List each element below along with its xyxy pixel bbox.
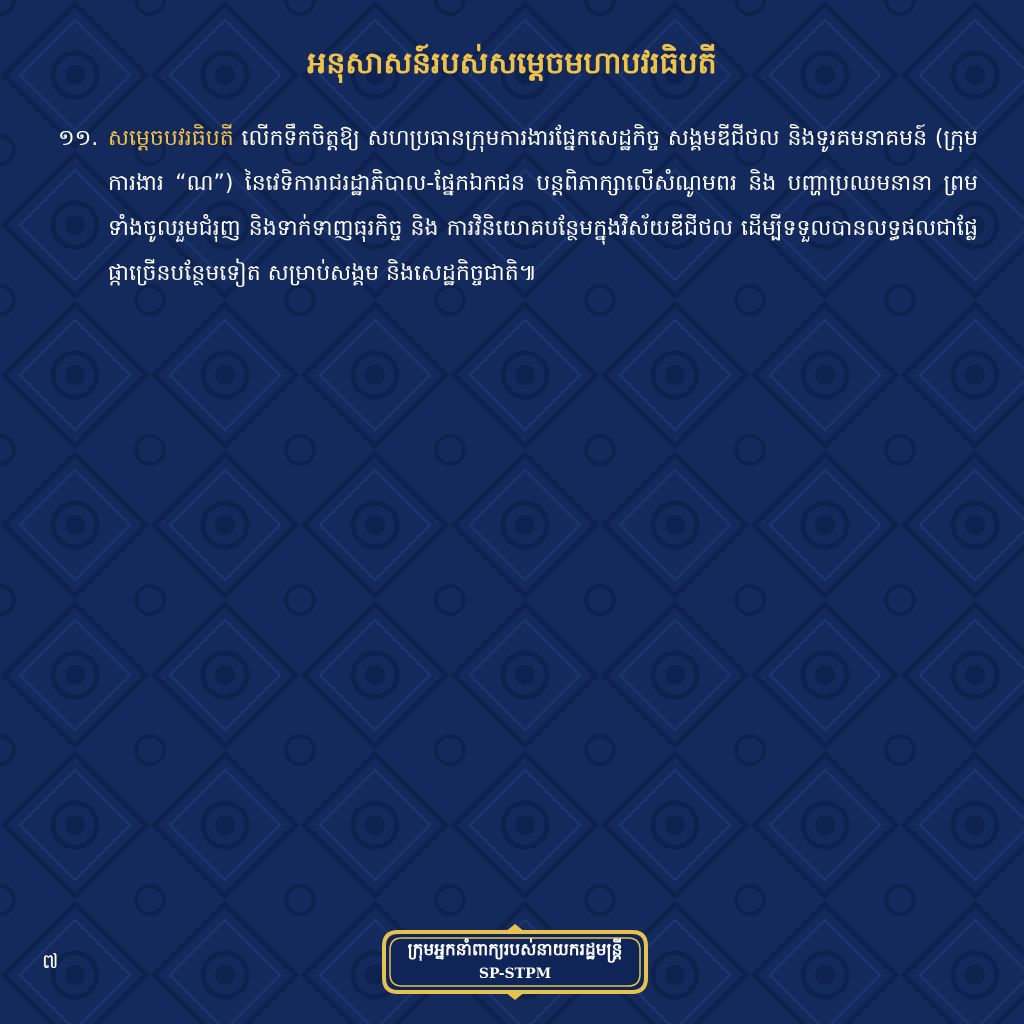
badge-title: ក្រុមអ្នកនាំពាក្យរបស់នាយករដ្ឋមន្ត្រី <box>407 940 623 960</box>
recommendation-item <box>58 116 978 296</box>
spokesperson-badge <box>376 924 654 1000</box>
item-text: លើកទឹកចិត្តឱ្យ សហប្រធានក្រុមការងារផ្នែកសេដ្ឋកិច្ច សង្គមឌីជីថល និងទូរគមនាគមន៍ (ក្រុមការងារ “ណ”) នៃវេទិការាជរដ្ឋាភិបាល-ផ្នែកឯកជន បន្តពិភាក្សាលើសំណូមពរ និង បញ្ហាប្រឈមនានា ព្រមទាំងចូលរួមជំរុញ និងទាក់ទាញធុរកិច្ច និង ការវិនិយោគបន្ថែមក្នុងវិស័យឌីជីថល ដើម្បីទទួលបានលទ្ធផលជាផ្លែផ្កាច្រើនបន្ថែមទៀត សម្រាប់សង្គម និងសេដ្ឋកិច្ចជាតិ៕ <box>108 126 978 286</box>
item-number: ១១. <box>58 126 99 151</box>
page-number: ៧ <box>42 949 59 973</box>
page-title: អនុសាសន៍របស់សម្តេចមហាបវរធិបតី <box>307 46 717 81</box>
badge-abbreviation: SP-STPM <box>478 966 552 982</box>
item-body <box>108 116 978 296</box>
item-highlight: សម្តេចបវរធិបតី <box>108 126 234 151</box>
